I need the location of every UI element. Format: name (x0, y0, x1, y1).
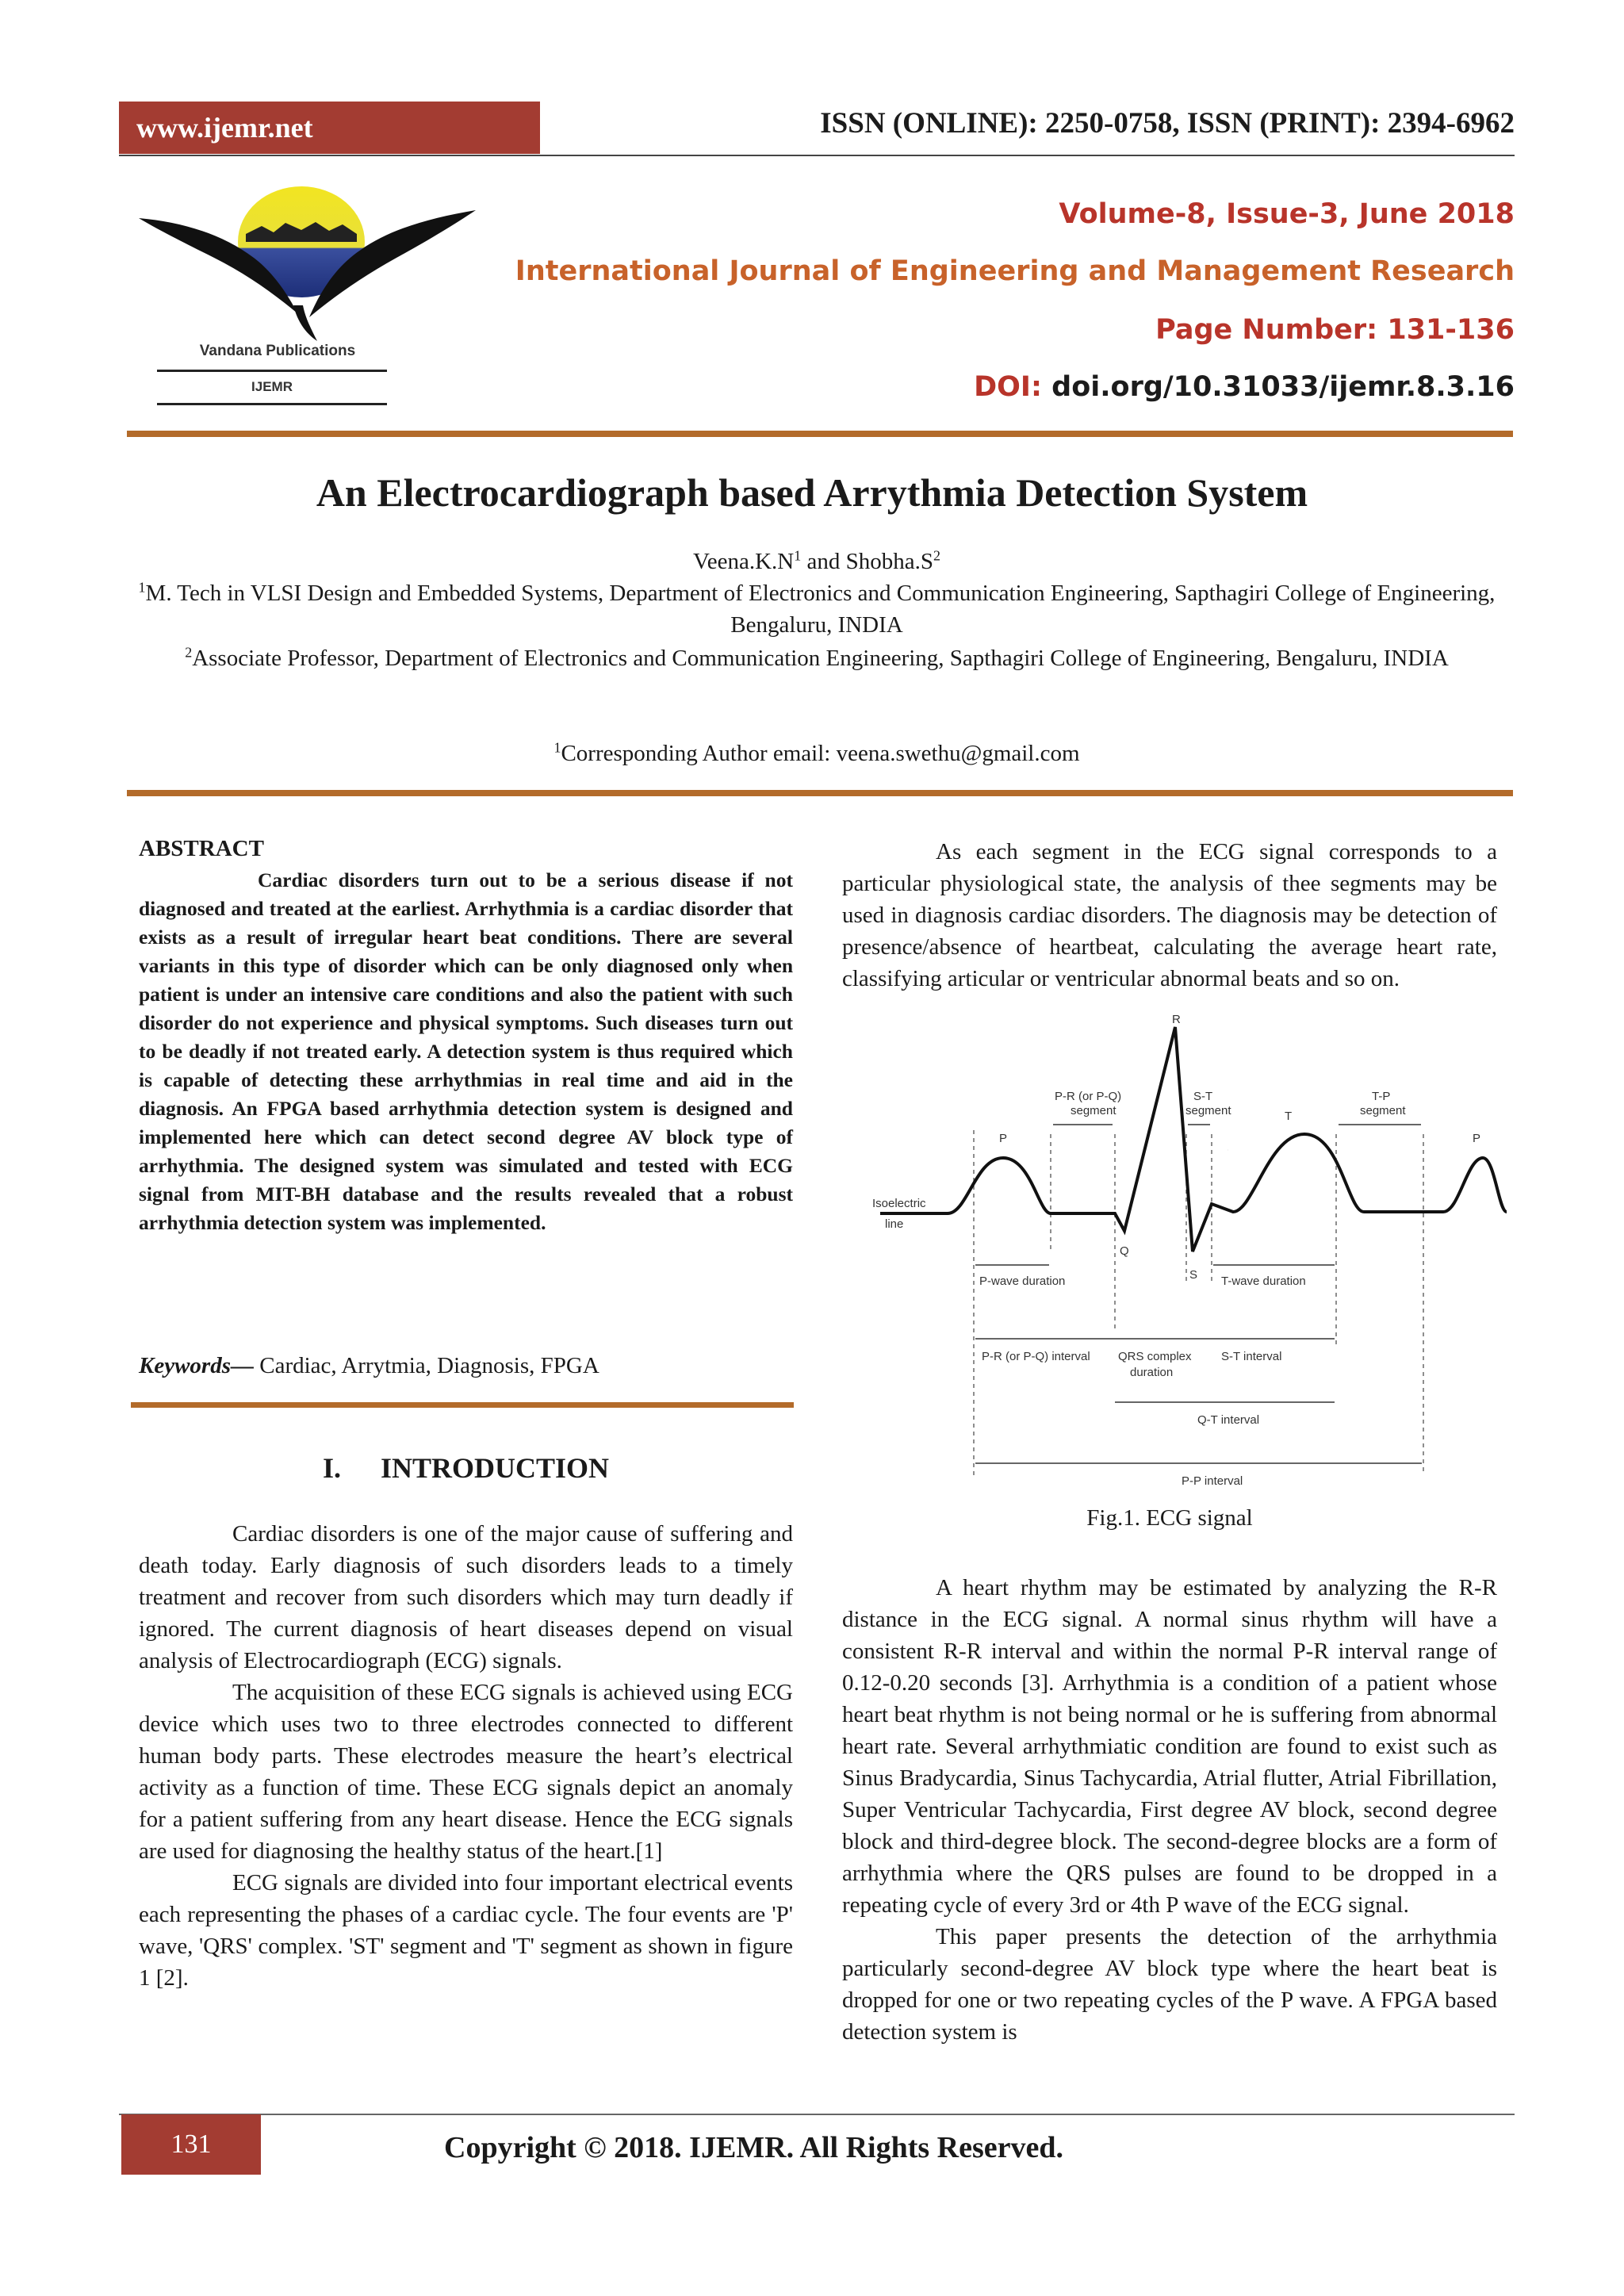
label-t: T (1285, 1110, 1293, 1123)
copyright-text: Copyright © 2018. IJEMR. All Rights Reserved. (444, 2131, 1063, 2164)
affiliation-1-text: M. Tech in VLSI Design and Embedded Systems, Department of Electronics and Communication Engineering, Sapthagiri College of Engineering, Bengaluru, INDIA (145, 581, 1496, 638)
affiliation-2-sup: 2 (185, 644, 193, 661)
authors (119, 546, 1515, 577)
keywords-rule (131, 1402, 794, 1408)
abstract-text: Cardiac disorders turn out to be a serious disease if not diagnosed and treated at the earliest. Arrhythmia is a cardiac disorder that exists as a result of irregular heart beat conditions. There are several variants in this type of disorder which can be only diagnosed only when patient is under an intensive care conditions and also the patient with such disorder do not experience and physical symptoms. Such diseases turn out to be deadly if not treated early. A detection system is thus required which is capable of detecting these arrhythmias in real time and aid in the diagnosis. An FPGA based arrhythmia detection system is designed and implemented here which can detect second degree AV block type of arrhythmia. The designed system was simulated and tested with ECG signal from MIT-BH database and the results revealed that a robust arrhythmia detection system was implemented. (139, 868, 793, 1234)
email-text[interactable]: Corresponding Author email: veena.swethu@gmail.com (561, 741, 1080, 766)
logo-rule-top (157, 370, 387, 372)
label-p2: P (1473, 1132, 1481, 1145)
author-2: and Shobha.S (801, 549, 933, 574)
label-qrs-2: duration (1130, 1366, 1174, 1379)
label-pr-interval: P-R (or P-Q) interval (982, 1350, 1090, 1363)
affiliation-1 (119, 577, 1515, 641)
label-st-seg-2: segment (1185, 1104, 1231, 1117)
label-isoelectric-2: line (885, 1217, 904, 1231)
affiliation-1-sup: 1 (138, 579, 146, 596)
label-qt-interval: Q-T interval (1197, 1413, 1260, 1427)
issn-text: ISSN (ONLINE): 2250-0758, ISSN (PRINT): 2394-6962 (820, 107, 1515, 140)
email-sup: 1 (553, 739, 561, 756)
footer-divider (119, 2114, 1515, 2115)
right-paragraph-1: As each segment in the ECG signal corresponds to a particular physiological state, the analysis of thee segments may be used in diagnosis cardiac disorders. The diagnosis may be detection of presence/absence of heartbeat, calculating the average heart rate, classifying articular or ventricular abnormal beats and so on. (842, 839, 1497, 991)
intro-paragraph-1: Cardiac disorders is one of the major cause of suffering and death today. Early diagnosis of such disorders leads to a timely treatment and recover from such disorders which may turn deadly if ignored. The current diagnosis of heart diseases depend on visual analysis of Electrocardiograph (ECG) signals. (139, 1521, 793, 1673)
right-column-bottom (842, 1572, 1497, 2048)
affiliation-2 (119, 642, 1515, 674)
right-column-top (842, 836, 1497, 995)
logo-abbrev-text: IJEMR (251, 379, 293, 394)
section-title: INTRODUCTION (380, 1452, 610, 1484)
journal-name: International Journal of Engineering and Management Research (515, 255, 1515, 287)
label-tp-seg-2: segment (1360, 1104, 1406, 1117)
figure-caption: Fig.1. ECG signal (1086, 1505, 1253, 1531)
page-number: 131 (121, 2114, 261, 2175)
author-1: Veena.K.N (693, 549, 795, 574)
author-1-sup: 1 (794, 547, 802, 564)
doi-line (974, 371, 1515, 403)
keywords-line (139, 1353, 599, 1379)
corresponding-email (119, 738, 1515, 769)
title-bottom-rule (127, 790, 1513, 796)
ecg-figure (872, 1013, 1507, 1491)
abstract-heading: ABSTRACT (139, 836, 264, 861)
label-p-duration: P-wave duration (979, 1274, 1066, 1288)
label-p: P (999, 1132, 1008, 1145)
label-qrs-1: QRS complex (1118, 1350, 1192, 1363)
doi-link[interactable]: doi.org/10.31033/ijemr.8.3.16 (1051, 371, 1515, 403)
author-2-sup: 2 (933, 547, 940, 564)
label-pr-seg-2: segment (1071, 1104, 1116, 1117)
introduction-body (139, 1518, 793, 1994)
header-bottom-rule (127, 431, 1513, 437)
intro-paragraph-3: ECG signals are divided into four important electrical events each representing the phases of a cardiac cycle. The four events are 'P' wave, 'QRS' complex. 'ST' segment and 'T' segment as shown in figure 1 [2]. (139, 1870, 793, 1991)
logo-publisher-text: Vandana Publications (199, 343, 356, 359)
affiliation-2-text: Associate Professor, Department of Electronics and Communication Engineering, Sapthagiri College of Engineering, Bengaluru, INDIA (192, 646, 1449, 671)
label-isoelectric-1: Isoelectric (872, 1197, 926, 1210)
label-st-interval: S-T interval (1221, 1350, 1282, 1363)
label-tp-seg-1: T-P (1372, 1090, 1391, 1103)
logo-rule-bottom (157, 403, 387, 405)
label-pp-interval: P-P interval (1182, 1474, 1243, 1488)
doi-label: DOI: (974, 371, 1042, 403)
label-st-seg-1: S-T (1193, 1090, 1213, 1103)
section-number: I. (322, 1452, 341, 1484)
label-r: R (1172, 1013, 1181, 1026)
section-heading-introduction (139, 1451, 793, 1485)
keywords-text: Cardiac, Arrytmia, Diagnosis, FPGA (254, 1353, 599, 1378)
keywords-label: Keywords— (139, 1353, 254, 1378)
right-paragraph-2: A heart rhythm may be estimated by analyzing the R-R distance in the ECG signal. A normal sinus rhythm will have a consistent R-R interval and within the normal P-R interval range of 0.12-0.20 seconds [3]. Arrhythmia is a condition of a patient whose heart beat rhythm is not being normal or he is suffering from abnormal heart rate. Several arrhythmiatic condition are found to exist such as Sinus Bradycardia, Sinus Tachycardia, Atrial flutter, Atrial Fibrillation, Super Ventricular Tachycardia, First degree AV block, second degree block and third-degree block. The second-degree blocks are a form of arrhythmia where the QRS pulses are found to be dropped in a repeating cycle of every 3rd or 4th P wave of the ECG signal. (842, 1575, 1497, 1918)
volume-info: Volume-8, Issue-3, June 2018 (1059, 198, 1515, 230)
site-url-badge[interactable]: www.ijemr.net (119, 102, 540, 154)
right-paragraph-3: This paper presents the detection of the arrhythmia particularly second-degree AV block type where the heart beat is dropped for one or two repeating cycles of the P wave. A FPGA based detection system is (842, 1924, 1497, 2045)
label-pr-seg-1: P-R (or P-Q) (1055, 1090, 1122, 1103)
intro-paragraph-2: The acquisition of these ECG signals is achieved using ECG device which uses two to three electrodes connected to different human body parts. These electrodes measure the heart’s electrical activity as a function of time. These ECG signals depict an anomaly for a patient suffering from any heart disease. Hence the ECG signals are used for diagnosing the healthy status of the heart.[1] (139, 1680, 793, 1864)
abstract-body (139, 866, 793, 1237)
label-q: Q (1120, 1244, 1129, 1258)
label-t-duration: T-wave duration (1221, 1274, 1306, 1288)
header-divider (119, 155, 1515, 156)
label-s: S (1189, 1268, 1198, 1282)
page-range: Page Number: 131-136 (1155, 314, 1515, 346)
paper-title: An Electrocardiograph based Arrythmia Detection System (316, 470, 1308, 515)
